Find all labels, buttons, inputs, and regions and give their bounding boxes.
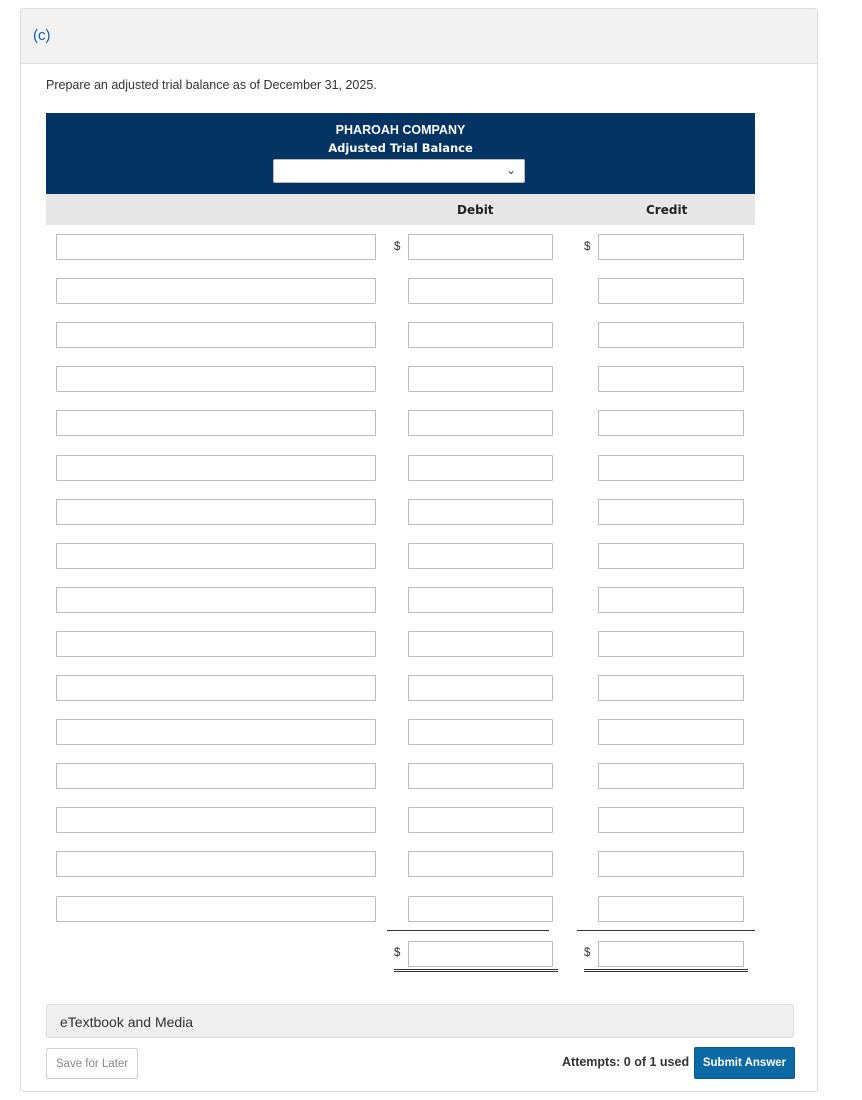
- account-input[interactable]: [56, 896, 376, 922]
- date-select[interactable]: [273, 159, 525, 183]
- credit-total-input[interactable]: [598, 941, 744, 967]
- part-label: (c): [33, 27, 51, 44]
- company-name: PHAROAH COMPANY: [335, 123, 466, 137]
- credit-input[interactable]: [598, 322, 744, 348]
- account-input[interactable]: [56, 543, 376, 569]
- credit-input[interactable]: [598, 851, 744, 877]
- etextbook-media-label: eTextbook and Media: [60, 1014, 194, 1030]
- debit-input[interactable]: [408, 455, 553, 481]
- debit-input[interactable]: [408, 278, 553, 304]
- instruction-text: Prepare an adjusted trial balance as of December 31, 2025.: [46, 78, 377, 92]
- debit-input[interactable]: [408, 543, 553, 569]
- statement-title: Adjusted Trial Balance: [328, 141, 473, 155]
- account-input[interactable]: [56, 455, 376, 481]
- credit-input[interactable]: [598, 675, 744, 701]
- credit-input[interactable]: [598, 366, 744, 392]
- debit-input[interactable]: [408, 234, 553, 260]
- debit-input[interactable]: [408, 675, 553, 701]
- submit-answer-button[interactable]: Submit Answer: [694, 1047, 795, 1079]
- credit-total-rule: [577, 930, 755, 931]
- question-card: [20, 8, 818, 1092]
- credit-double-rule: [584, 969, 748, 972]
- column-header-row: [46, 194, 755, 225]
- debit-input[interactable]: [408, 410, 553, 436]
- credit-input[interactable]: [598, 719, 744, 745]
- account-input[interactable]: [56, 719, 376, 745]
- debit-dollar-sign: $: [394, 241, 401, 253]
- account-input[interactable]: [56, 587, 376, 613]
- credit-input[interactable]: [598, 234, 744, 260]
- debit-total-dollar-sign: $: [394, 947, 401, 959]
- debit-input[interactable]: [408, 587, 553, 613]
- debit-input[interactable]: [408, 366, 553, 392]
- account-input[interactable]: [56, 234, 376, 260]
- credit-input[interactable]: [598, 278, 744, 304]
- debit-input[interactable]: [408, 719, 553, 745]
- account-input[interactable]: [56, 499, 376, 525]
- credit-input[interactable]: [598, 499, 744, 525]
- credit-input[interactable]: [598, 543, 744, 569]
- account-input[interactable]: [56, 631, 376, 657]
- attempts-text: Attempts: 0 of 1 used: [562, 1055, 690, 1069]
- credit-input[interactable]: [598, 763, 744, 789]
- chevron-down-icon: ⌄: [505, 163, 516, 177]
- debit-input[interactable]: [408, 322, 553, 348]
- credit-input[interactable]: [598, 896, 744, 922]
- credit-column-header: Credit: [646, 203, 688, 217]
- account-input[interactable]: [56, 807, 376, 833]
- debit-total-rule: [387, 930, 549, 931]
- account-input[interactable]: [56, 851, 376, 877]
- account-input[interactable]: [56, 763, 376, 789]
- save-for-later-button[interactable]: Save for Later: [46, 1048, 138, 1079]
- credit-input[interactable]: [598, 455, 744, 481]
- question-part-header: [21, 9, 817, 64]
- debit-input[interactable]: [408, 807, 553, 833]
- account-input[interactable]: [56, 278, 376, 304]
- debit-input[interactable]: [408, 896, 553, 922]
- credit-input[interactable]: [598, 631, 744, 657]
- credit-dollar-sign: $: [584, 241, 591, 253]
- account-input[interactable]: [56, 675, 376, 701]
- credit-input[interactable]: [598, 410, 744, 436]
- account-input[interactable]: [56, 366, 376, 392]
- account-input[interactable]: [56, 410, 376, 436]
- credit-total-dollar-sign: $: [584, 947, 591, 959]
- debit-total-input[interactable]: [408, 941, 553, 967]
- debit-column-header: Debit: [457, 203, 494, 217]
- credit-input[interactable]: [598, 587, 744, 613]
- debit-double-rule: [394, 969, 558, 972]
- debit-input[interactable]: [408, 763, 553, 789]
- account-input[interactable]: [56, 322, 376, 348]
- credit-input[interactable]: [598, 807, 744, 833]
- trial-balance-header: [46, 113, 755, 194]
- debit-input[interactable]: [408, 499, 553, 525]
- debit-input[interactable]: [408, 631, 553, 657]
- debit-input[interactable]: [408, 851, 553, 877]
- etextbook-media-panel[interactable]: [46, 1004, 794, 1038]
